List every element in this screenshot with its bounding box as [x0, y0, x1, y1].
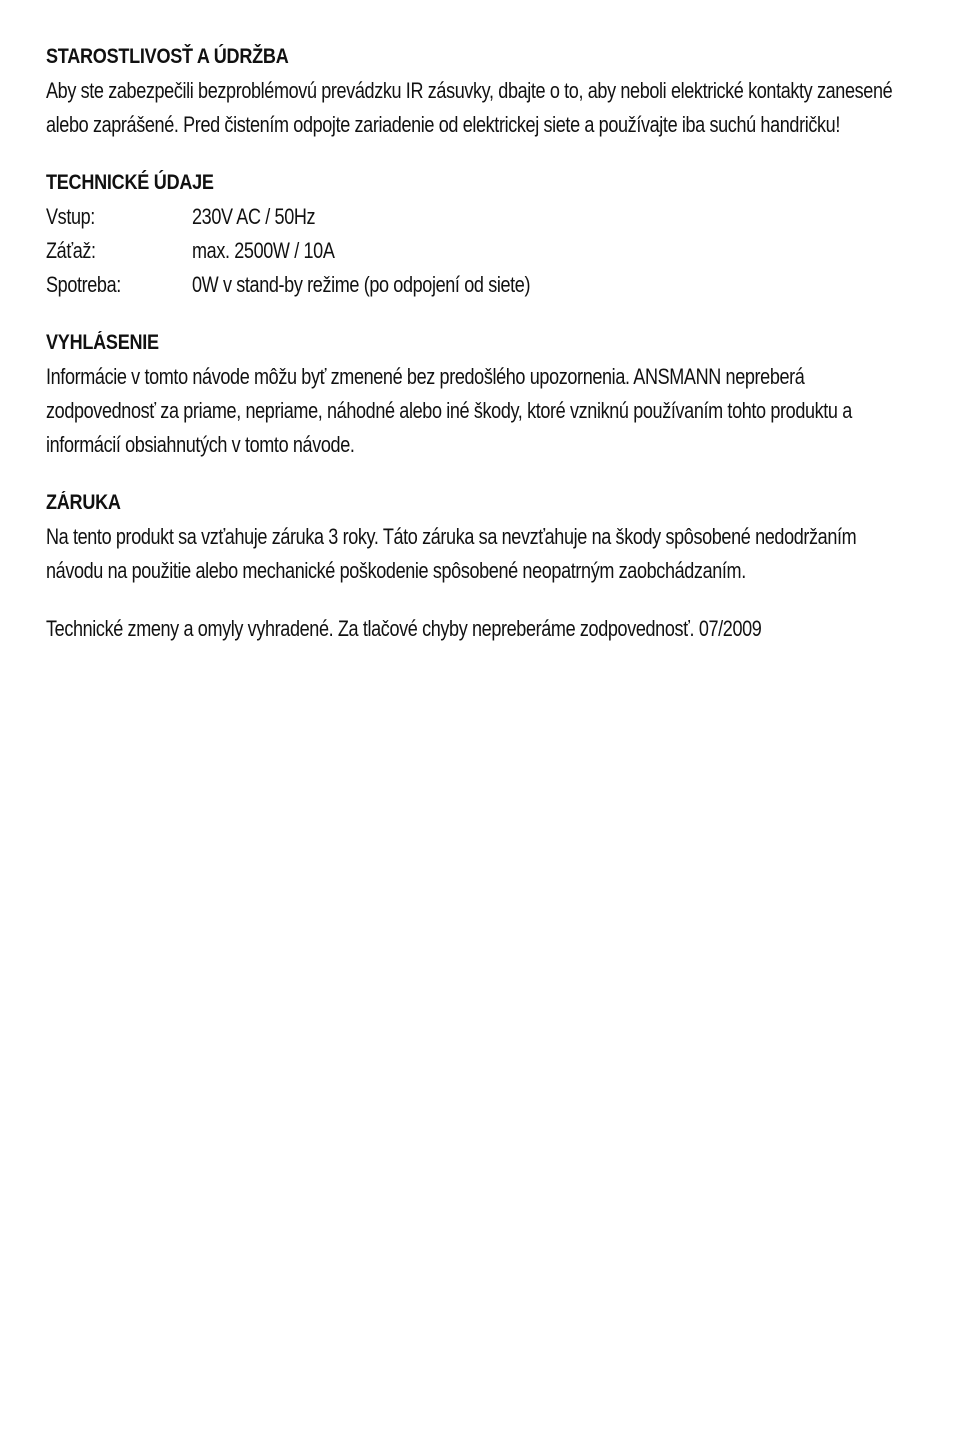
spec-row-load — [46, 234, 916, 268]
warranty-section — [46, 486, 916, 588]
warranty-heading: ZÁRUKA — [46, 491, 121, 514]
declaration-paragraph: Informácie v tomto návode môžu byť zmenené bez predošlého upozornenia. ANSMANN nepreberá zodpovednosť za priame, nepriame, náhodné alebo iné škody, ktoré vzniknú používaním tohto produktu a informácií obsiahnutých v tomto návode. — [46, 364, 852, 457]
declaration-section — [46, 326, 916, 462]
manual-content — [46, 40, 916, 646]
spec-value: 230V AC / 50Hz — [192, 204, 316, 229]
spec-value: max. 2500W / 10A — [192, 238, 335, 263]
declaration-heading: VYHLÁSENIE — [46, 331, 159, 354]
spec-value: 0W v stand-by režime (po odpojení od siete) — [192, 272, 531, 297]
legal-footer-text: Technické zmeny a omyly vyhradené. Za tlačové chyby nepreberáme zodpovednosť. 07/2009 — [46, 616, 762, 641]
declaration-text — [46, 360, 916, 462]
spec-row-input — [46, 200, 916, 234]
technical-data-heading: TECHNICKÉ ÚDAJE — [46, 171, 214, 194]
warranty-text — [46, 520, 916, 588]
technical-data-section — [46, 166, 916, 302]
spec-label: Spotreba: — [46, 272, 121, 297]
spec-label: Vstup: — [46, 204, 95, 229]
care-maintenance-section — [46, 40, 916, 142]
care-maintenance-heading: STAROSTLIVOSŤ A ÚDRŽBA — [46, 45, 289, 68]
spec-row-consumption — [46, 268, 916, 302]
technical-data-table — [46, 200, 916, 302]
warranty-paragraph: Na tento produkt sa vzťahuje záruka 3 roky. Táto záruka sa nevzťahuje na škody spôsobené nedodržaním návodu na použitie alebo mechanické poškodenie spôsobené neopatrným zaobchádzaním. — [46, 524, 857, 583]
spec-label: Záťaž: — [46, 238, 96, 263]
care-maintenance-paragraph: Aby ste zabezpečili bezproblémovú prevádzku IR zásuvky, dbajte o to, aby neboli elektrické kontakty zanesené alebo zaprášené. Pred čistením odpojte zariadenie od elektrickej siete a používajte iba suchú handričku! — [46, 78, 893, 137]
legal-footer-note — [46, 612, 916, 646]
care-maintenance-text — [46, 74, 916, 142]
